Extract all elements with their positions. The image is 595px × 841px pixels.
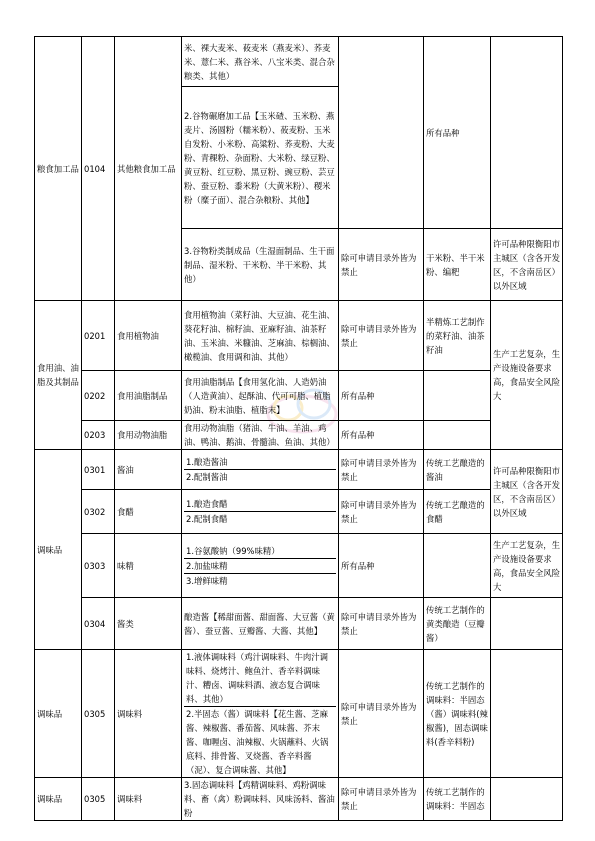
product-cell bbox=[182, 650, 339, 778]
allowed-cell: 传统工艺制作的调味料：半固态（酱）调味料(辣椒酱)，固态调味料(香辛料粉) bbox=[424, 650, 491, 778]
table-row bbox=[35, 37, 563, 87]
product-cell bbox=[182, 490, 339, 534]
note-cell: 生产工艺复杂，生产设施设备要求高，食品安全风险大 bbox=[491, 534, 563, 598]
note-cell: 许可品种限衡阳市主城区（含各开发区，不含南岳区）以外区域 bbox=[491, 229, 563, 301]
restriction-cell: 除可申请目录外皆为禁止 bbox=[339, 598, 424, 650]
allowed-cell: 干米粉、半干米粉、编粑 bbox=[424, 229, 491, 301]
subcategory-cell: 酱油 bbox=[115, 450, 182, 490]
restriction-cell bbox=[339, 37, 424, 229]
restriction-cell: 除可申请目录外皆为禁止 bbox=[339, 778, 424, 821]
product-cell: 食用动物油脂（猪油、牛油、羊油、鸡油、鸭油、鹅油、骨髓油、鱼油、其他） bbox=[182, 421, 339, 450]
table-row bbox=[35, 778, 563, 821]
note-cell bbox=[491, 778, 563, 821]
restriction-cell: 所有品种 bbox=[339, 371, 424, 421]
table-row bbox=[35, 650, 563, 778]
restriction-cell: 所有品种 bbox=[339, 534, 424, 598]
product-cell: 3.固态调味料【鸡精调味料、鸡粉调味料、畜（禽）粉调味料、风味汤料、酱油粉 bbox=[182, 778, 339, 821]
product-cell bbox=[182, 450, 339, 490]
product-cell: 米、裸大麦米、莜麦米（燕麦米）、荞麦米、薏仁米、燕谷米、八宝米类、混合杂粮类、其他） bbox=[182, 37, 339, 87]
allowed-cell: 传统工艺制作的黄类酿造（豆瓣酱） bbox=[424, 598, 491, 650]
allowed-cell bbox=[424, 534, 491, 598]
allowed-cell bbox=[424, 371, 491, 421]
subcategory-cell: 食用植物油 bbox=[115, 301, 182, 371]
table-row bbox=[35, 421, 563, 450]
allowed-cell: 传统工艺酿造的酱油 bbox=[424, 450, 491, 490]
code-cell: 0305 bbox=[82, 778, 115, 821]
allowed-cell: 传统工艺制作的调味料：半固态 bbox=[424, 778, 491, 821]
product-item: 2.加盐味精 bbox=[184, 558, 336, 573]
product-item: 1.酿造酱油 bbox=[186, 457, 228, 467]
note-cell bbox=[491, 37, 563, 229]
restriction-cell: 除可申请目录外皆为禁止 bbox=[339, 490, 424, 534]
table-row bbox=[35, 490, 563, 534]
product-item: 2.配制酱油 bbox=[184, 469, 336, 484]
category-cell: 粮食加工品 bbox=[35, 37, 82, 301]
restriction-cell: 所有品种 bbox=[339, 421, 424, 450]
note-cell bbox=[491, 650, 563, 778]
code-cell: 0302 bbox=[82, 490, 115, 534]
table-row bbox=[35, 371, 563, 421]
table-row bbox=[35, 450, 563, 490]
category-cell: 食用油、油脂及其制品 bbox=[35, 301, 82, 450]
restriction-cell: 除可申请目录外皆为禁止 bbox=[339, 450, 424, 490]
subcategory-cell: 食用油脂制品 bbox=[115, 371, 182, 421]
subcategory-cell: 食醋 bbox=[115, 490, 182, 534]
code-cell: 0203 bbox=[82, 421, 115, 450]
food-license-table bbox=[34, 36, 563, 821]
code-cell: 0303 bbox=[82, 534, 115, 598]
product-item: 2.半固态（酱）调味料【花生酱、芝麻酱、辣椒酱、番茄酱、风味酱、芥末酱、咖喱卤、油辣椒、火锅蘸料、火锅底料、排骨酱、叉烧酱、香辛料酱（泥）、复合调味酱、其他】 bbox=[184, 706, 336, 777]
product-cell: 酿造酱【稀甜面酱、甜面酱、大豆酱（黄酱）、蚕豆酱、豆瓣酱、大酱、其他】 bbox=[182, 598, 339, 650]
table-row bbox=[35, 301, 563, 371]
product-item: 1.酿造食醋 bbox=[186, 499, 228, 509]
code-cell: 0104 bbox=[82, 37, 115, 301]
subcategory-cell: 酱类 bbox=[115, 598, 182, 650]
allowed-cell bbox=[424, 421, 491, 450]
product-cell: 3.谷物粉类制成品（生湿面制品、生干面制品、湿米粉、干米粉、半干米粉、其他） bbox=[182, 229, 339, 301]
subcategory-cell: 调味料 bbox=[115, 650, 182, 778]
product-cell bbox=[182, 534, 339, 598]
code-cell: 0305 bbox=[82, 650, 115, 778]
subcategory-cell: 食用动物油脂 bbox=[115, 421, 182, 450]
subcategory-cell: 其他粮食加工品 bbox=[115, 37, 182, 301]
code-cell: 0304 bbox=[82, 598, 115, 650]
note-cell: 许可品种限衡阳市主城区（含各开发区，不含南岳区）以外区域 bbox=[491, 450, 563, 534]
allowed-cell: 所有品种 bbox=[424, 37, 491, 229]
restriction-cell: 除可申请目录外皆为禁止 bbox=[339, 650, 424, 778]
product-cell: 2.谷物碾磨加工品【玉米碴、玉米粉、燕麦片、汤圆粉（糯米粉）、莜麦粉、玉米自发粉、小米粉、高粱粉、荞麦粉、大麦粉、青稞粉、杂面粉、大米粉、绿豆粉、黄豆粉、红豆粉、黑豆粉、豌豆粉、芸豆粉、蚕豆粉、黍米粉（大黄米粉）、稷米粉（糜子面）、混合杂粮粉、其他】 bbox=[182, 87, 339, 229]
product-item: 1.谷氨酸钠（99%味精） bbox=[186, 545, 280, 556]
category-cell: 调味品 bbox=[35, 450, 82, 650]
subcategory-cell: 调味料 bbox=[115, 778, 182, 821]
note-cell bbox=[491, 598, 563, 650]
code-cell: 0201 bbox=[82, 301, 115, 371]
table-row bbox=[35, 598, 563, 650]
product-item: 3.增鲜味精 bbox=[184, 573, 336, 588]
allowed-cell: 半精炼工艺制作的菜籽油、油茶籽油 bbox=[424, 301, 491, 371]
product-cell: 食用植物油（菜籽油、大豆油、花生油、葵花籽油、棉籽油、亚麻籽油、油茶籽油、玉米油、米糠油、芝麻油、棕榈油、橄榄油、食用调和油、其他） bbox=[182, 301, 339, 371]
code-cell: 0301 bbox=[82, 450, 115, 490]
restriction-cell: 除可申请目录外皆为禁止 bbox=[339, 301, 424, 371]
table-row bbox=[35, 534, 563, 598]
note-cell: 生产工艺复杂，生产设施设备要求高，食品安全风险大 bbox=[491, 301, 563, 450]
product-item: 1.液体调味料（鸡汁调味料、牛肉汁调味料、烧烤汁、鲍鱼汁、香辛料调味汁、糟卤、调味料酒、液态复合调味料、其他） bbox=[186, 652, 328, 704]
code-cell: 0202 bbox=[82, 371, 115, 421]
restriction-cell: 除可申请目录外皆为禁止 bbox=[339, 229, 424, 301]
category-cell: 调味品 bbox=[35, 778, 82, 821]
allowed-cell: 传统工艺酿造的食醋 bbox=[424, 490, 491, 534]
category-cell: 调味品 bbox=[35, 650, 82, 778]
subcategory-cell: 味精 bbox=[115, 534, 182, 598]
product-cell: 食用油脂制品【食用氢化油、人造奶油（人造黄油）、起酥油、代可可脂、植脂奶油、粉末油脂、植脂末】 bbox=[182, 371, 339, 421]
product-item: 2.配制食醋 bbox=[184, 511, 336, 526]
